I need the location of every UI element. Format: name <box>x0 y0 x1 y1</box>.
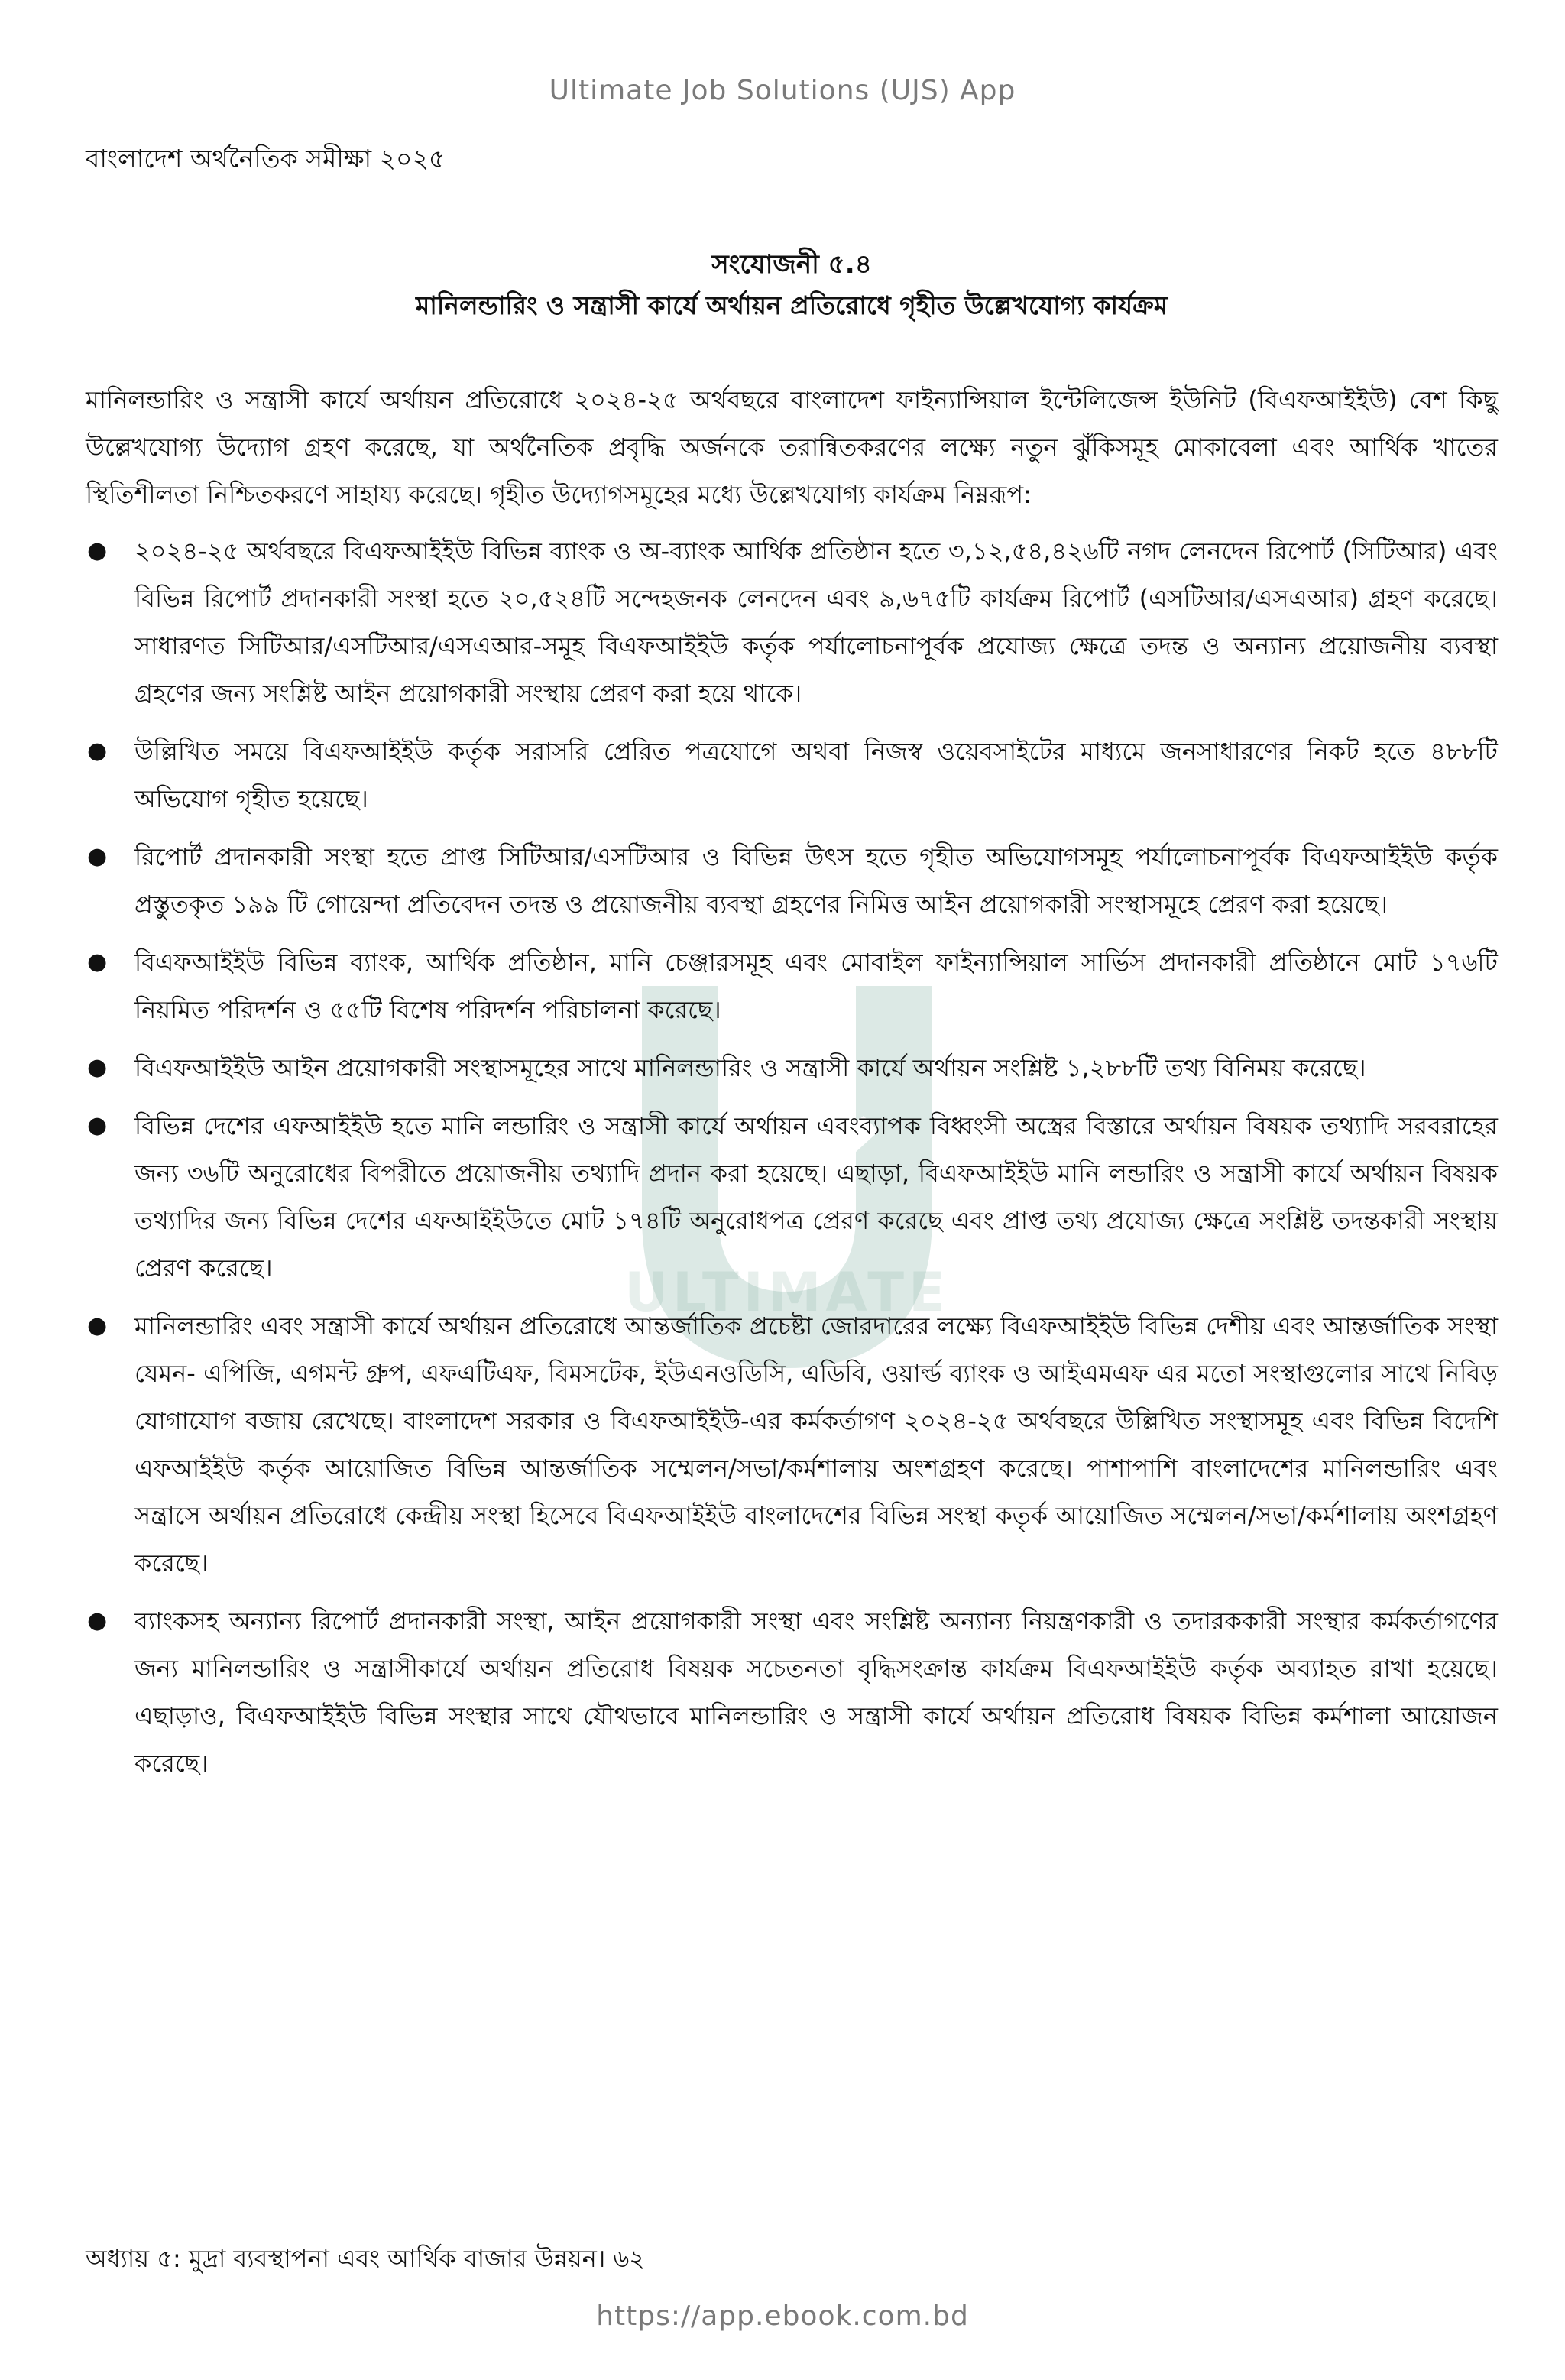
list-item <box>86 833 1498 928</box>
list-item <box>86 527 1498 717</box>
bullet-icon: ● <box>87 1112 108 1139</box>
appendix-number: সংযোজনী ৫.৪ <box>711 249 872 280</box>
bullet-icon: ● <box>87 738 108 764</box>
list-item-text: মানিলন্ডারিং এবং সন্ত্রাসী কার্যে অর্থায়ন প্রতিরোধে আন্তর্জাতিক প্রচেষ্টা জোরদারের লক্ষ্যে বিএফআইইউ বিভিন্ন দেশীয় এবং আন্তর্জাতিক সংস্থা যেমন- এপিজি, এগমন্ট গ্রুপ, এফএটিএফ, বিমসটেক, ইউএনওডিসি, এডিবি, ওয়ার্ল্ড ব্যাংক ও আইএমএফ এর মতো সংস্থাগুলোর সাথে নিবিড় যোগাযোগ বজায় রেখেছে। বাংলাদেশ সরকার ও বিএফআইইউ-এর কর্মকর্তাগণ ২০২৪-২৫ অর্থবছরে উল্লিখিত সংস্থাসমূহ এবং বিভিন্ন বিদেশি এফআইইউ কর্তৃক আয়োজিত বিভিন্ন আন্তর্জাতিক সম্মেলন/সভা/কর্মশালায় অংশগ্রহণ করেছে। পাশাপাশি বাংলাদেশের মানিলন্ডারিং এবং সন্ত্রাসে অর্থায়ন প্রতিরোধে কেন্দ্রীয় সংস্থা হিসেবে বিএফআইইউ বাংলাদেশের বিভিন্ন সংস্থা কতৃর্ক আয়োজিত সম্মেলন/সভা/কর্মশালায় অংশগ্রহণ করেছে। <box>134 1312 1498 1577</box>
chapter-page-footer: অধ্যায় ৫: মুদ্রা ব্যবস্থাপনা এবং আর্থিক বাজার উন্নয়ন। ৬২ <box>86 2244 646 2273</box>
list-item <box>86 1044 1498 1091</box>
bullet-icon: ● <box>87 1054 108 1081</box>
running-head: বাংলাদেশ অর্থনৈতিক সমীক্ষা ২০২৫ <box>86 144 446 173</box>
activity-list <box>86 527 1498 1787</box>
app-name-header: Ultimate Job Solutions (UJS) App <box>549 75 1016 106</box>
list-item <box>86 1102 1498 1292</box>
list-item-text: উল্লিখিত সময়ে বিএফআইইউ কর্তৃক সরাসরি প্রেরিত পত্রযোগে অথবা নিজস্ব ওয়েবসাইটের মাধ্যমে জনসাধারণের নিকট হতে ৪৮৮টি অভিযোগ গৃহীত হয়েছে। <box>134 737 1498 813</box>
list-item <box>86 1597 1498 1787</box>
list-item <box>86 728 1498 822</box>
intro-paragraph: মানিলন্ডারিং ও সন্ত্রাসী কার্যে অর্থায়ন প্রতিরোধে ২০২৪-২৫ অর্থবছরে বাংলাদেশ ফাইন্যান্সিয়াল ইন্টেলিজেন্স ইউনিট (বিএফআইইউ) বেশ কিছু উল্লেখযোগ্য উদ্যোগ গ্রহণ করেছে, যা অর্থনৈতিক প্রবৃদ্ধি অর্জনকে তরান্বিতকরণের লক্ষ্যে নতুন ঝুঁকিসমূহ মোকাবেলা এবং আর্থিক খাতের স্থিতিশীলতা নিশ্চিতকরণে সাহায্য করেছে। গৃহীত উদ্যোগসমূহের মধ্যে উল্লেখযোগ্য কার্যক্রম নিম্নরূপ: <box>86 385 1498 509</box>
list-item <box>86 1302 1498 1587</box>
list-item-text: বিএফআইইউ বিভিন্ন ব্যাংক, আর্থিক প্রতিষ্ঠান, মানি চেঞ্জারসমূহ এবং মোবাইল ফাইন্যান্সিয়াল সার্ভিস প্রদানকারী প্রতিষ্ঠানে মোট ১৭৬টি নিয়মিত পরিদর্শন ও ৫৫টি বিশেষ পরিদর্শন পরিচালনা করেছে। <box>134 948 1498 1024</box>
list-item-text: ২০২৪-২৫ অর্থবছরে বিএফআইইউ বিভিন্ন ব্যাংক ও অ-ব্যাংক আর্থিক প্রতিষ্ঠান হতে ৩,১২,৫৪,৪২৬টি নগদ লেনদেন রিপোর্ট (সিটিআর) এবং বিভিন্ন রিপোর্ট প্রদানকারী সংস্থা হতে ২০,৫২৪টি সন্দেহজনক লেনদেন এবং ৯,৬৭৫টি কার্যক্রম রিপোর্ট (এসটিআর/এসএআর) গ্রহণ করেছে। সাধারণত সিটিআর/এসটিআর/এসএআর-সমূহ বিএফআইইউ কর্তৃক পর্যালোচনাপূর্বক প্রযোজ্য ক্ষেত্রে তদন্ত ও অন্যান্য প্রয়োজনীয় ব্যবস্থা গ্রহণের জন্য সংশ্লিষ্ট আইন প্রয়োগকারী সংস্থায় প্রেরণ করা হয়ে থাকে। <box>134 537 1498 708</box>
appendix-heading <box>86 245 1498 327</box>
site-url-footer[interactable]: https://app.ebook.com.bd <box>596 2301 969 2332</box>
bullet-icon: ● <box>87 948 108 975</box>
watermark-text: ULTIMATE <box>624 1261 950 1324</box>
bullet-icon: ● <box>87 843 108 870</box>
bullet-icon: ● <box>87 1607 108 1634</box>
document-body <box>86 376 1498 1798</box>
bullet-icon: ● <box>87 1312 108 1339</box>
bullet-icon: ● <box>87 537 108 564</box>
list-item-text: রিপোর্ট প্রদানকারী সংস্থা হতে প্রাপ্ত সিটিআর/এসটিআর ও বিভিন্ন উৎস হতে গৃহীত অভিযোগসমূহ পর্যালোচনাপূর্বক বিএফআইইউ কর্তৃক প্রস্তুতকৃত ১৯৯ টি গোয়েন্দা প্রতিবেদন তদন্ত ও প্রয়োজনীয় ব্যবস্থা গ্রহণের নিমিত্ত আইন প্রয়োগকারী সংস্থাসমূহে প্রেরণ করা হয়েছে। <box>134 842 1498 919</box>
list-item-text: বিএফআইইউ আইন প্রয়োগকারী সংস্থাসমূহের সাথে মানিলন্ডারিং ও সন্ত্রাসী কার্যে অর্থায়ন সংশ্লিষ্ট ১,২৮৮টি তথ্য বিনিময় করেছে। <box>134 1053 1366 1082</box>
appendix-title: মানিলন্ডারিং ও সন্ত্রাসী কার্যে অর্থায়ন প্রতিরোধে গৃহীত উল্লেখযোগ্য কার্যক্রম <box>415 290 1168 320</box>
list-item-text: ব্যাংকসহ অন্যান্য রিপোর্ট প্রদানকারী সংস্থা, আইন প্রয়োগকারী সংস্থা এবং সংশ্লিষ্ট অন্যান্য নিয়ন্ত্রণকারী ও তদারককারী সংস্থার কর্মকর্তাগণের জন্য মানিলন্ডারিং ও সন্ত্রাসীকার্যে অর্থায়ন প্রতিরোধ বিষয়ক সচেতনতা বৃদ্ধিসংক্রান্ত কার্যক্রম বিএফআইইউ কর্তৃক অব্যাহত রাখা হয়েছে। এছাড়াও, বিএফআইইউ বিভিন্ন সংস্থার সাথে যৌথভাবে মানিলন্ডারিং ও সন্ত্রাসী কার্যে অর্থায়ন প্রতিরোধ বিষয়ক বিভিন্ন কর্মশালা আয়োজন করেছে। <box>134 1607 1498 1778</box>
list-item-text: বিভিন্ন দেশের এফআইইউ হতে মানি লন্ডারিং ও সন্ত্রাসী কার্যে অর্থায়ন এবংব্যাপক বিধ্বংসী অস্ত্রের বিস্তারে অর্থায়ন বিষয়ক তথ্যাদি সরবরাহের জন্য ৩৬টি অনুরোধের বিপরীতে প্রয়োজনীয় তথ্যাদি প্রদান করা হয়েছে। এছাড়া, বিএফআইইউ মানি লন্ডারিং ও সন্ত্রাসী কার্যে অর্থায়ন বিষয়ক তথ্যাদির জন্য বিভিন্ন দেশের এফআইইউতে মোট ১৭৪টি অনুরোধপত্র প্রেরণ করেছে এবং প্রাপ্ত তথ্য প্রযোজ্য ক্ষেত্রে সংশ্লিষ্ট তদন্তকারী সংস্থায় প্রেরণ করেছে। <box>134 1111 1499 1282</box>
list-item <box>86 939 1498 1033</box>
